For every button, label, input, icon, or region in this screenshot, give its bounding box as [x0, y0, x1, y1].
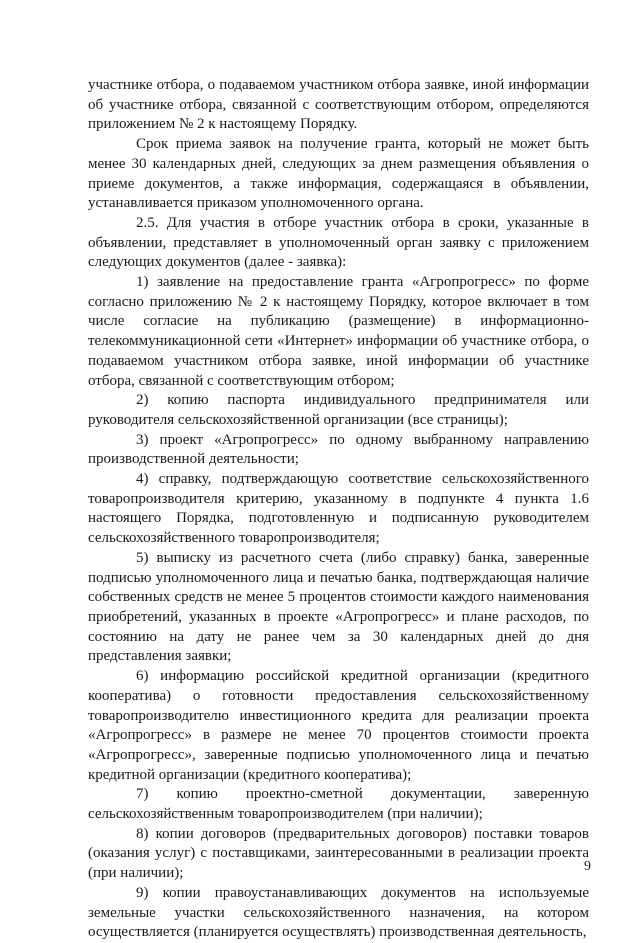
- paragraph-participant-info: участнике отбора, о подаваемом участником отбора заявке, иной информации об участнике отбора, связанной с соответствующим отбором, определяются приложением № 2 к настоящему Порядку.: [88, 77, 589, 133]
- list-item-4: 4) справку, подтверждающую соответствие сельскохозяйственного товаропроизводителя критерию, указанному в подпункте 4 пункта 1.6 настоящего Порядка, подготовленную и подписанную руководителем сельскохозяйственного товаропроизводителя;: [88, 471, 589, 547]
- list-item-5: 5) выписку из расчетного счета (либо справку) банка, заверенные подписью уполномоченного лица и печатью банка, подтверждающая наличие собственных средств не менее 5 процентов стоимости каждого наименования приобретений, указанных в проекте «Агропрогресс» и плане расходов, по состоянию на дату не ранее чем за 30 календарных дней до дня представления заявки;: [88, 549, 589, 665]
- paragraph-application-period: Срок приема заявок на получение гранта, который не может быть менее 30 календарных дней, следующих за днем размещения объявления о приеме документов, а также информация, содержащаяся в объявлении, устанавливается приказом уполномоченного органа.: [88, 136, 589, 212]
- list-item-3: 3) проект «Агропрогресс» по одному выбранному направлению производственной деятельности;: [88, 431, 589, 468]
- page-number: 9: [584, 859, 591, 874]
- list-item-7: 7) копию проектно-сметной документации, заверенную сельскохозяйственным товаропроизводителем (при наличии);: [88, 786, 589, 823]
- list-item-9: 9) копии правоустанавливающих документов на используемые земельные участки сельскохозяйственного назначения, на котором осуществляется (планируется осуществлять) производственная деятельность,: [88, 884, 589, 941]
- body-text: [88, 76, 589, 943]
- list-item-8: 8) копии договоров (предварительных договоров) поставки товаров (оказания услуг) с поставщиками, заинтересованными в реализации проекта (при наличии);: [88, 825, 589, 882]
- list-item-2: 2) копию паспорта индивидуального предпринимателя или руководителя сельскохозяйственной организации (все страницы);: [88, 392, 589, 428]
- paragraph-section-2-5: 2.5. Для участия в отборе участник отбора в сроки, указанные в объявлении, представляет в уполномоченный орган заявку с приложением следующих документов (далее - заявка):: [88, 214, 589, 271]
- list-item-6: 6) информацию российской кредитной организации (кредитного кооператива) о готовности предоставления сельскохозяйственному товаропроизводителю инвестиционного кредита для реализации проекта «Агропрогресс» в размере не менее 70 процентов стоимости проекта «Агропрогресс», заверенные подписью уполномоченного лица и печатью кредитной организации (кредитного кооператива);: [88, 668, 589, 783]
- list-item-1: 1) заявление на предоставление гранта «Агропрогресс» по форме согласно приложению № 2 к настоящему Порядку, которое включает в том числе согласие на публикацию (размещение) в информационно-телекоммуникационной сети «Интернет» информации об участнике отбора, о подаваемом участником отбора заявке, иной информации об участнике отбора, связанной с соответствующим отбором;: [88, 274, 589, 389]
